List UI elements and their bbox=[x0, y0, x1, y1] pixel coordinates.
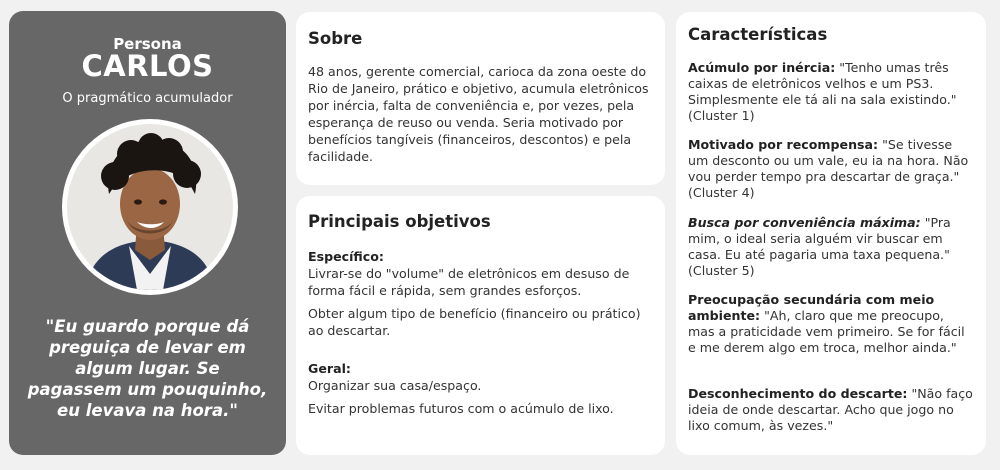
caracteristica-text: "Não faço ideia de onde descartar. Acho que jogo no lixo comum, às vezes." bbox=[688, 386, 973, 433]
caracteristica-label: Acúmulo por inércia: bbox=[688, 60, 836, 75]
caracteristica-text: "Ah, claro que me preocupo, mas a praticidade vem primeiro. Se for fácil e me derem algo em troca, melhor ainda." bbox=[688, 308, 965, 355]
caracteristicas-title: Características bbox=[688, 25, 828, 44]
avatar bbox=[62, 119, 238, 295]
geral-item-2: Evitar problemas futuros com o acúmulo de lixo. bbox=[308, 401, 614, 416]
avatar-photo-icon bbox=[67, 124, 233, 290]
caracteristica-item bbox=[688, 137, 974, 201]
sobre-title: Sobre bbox=[308, 29, 363, 48]
especifico-label: Específico: bbox=[308, 249, 384, 264]
caracteristica-item bbox=[688, 60, 974, 124]
caracteristica-label: Motivado por recompensa: bbox=[688, 137, 879, 152]
caracteristicas-card bbox=[676, 12, 986, 455]
persona-card bbox=[9, 11, 286, 455]
persona-quote: "Eu guardo porque dá preguiça de levar em algum lugar. Se pagassem um pouquinho, eu levava na hora." bbox=[27, 317, 268, 420]
caracteristica-text: "Tenho umas três caixas de eletrônicos velhos e um PS3. Simplesmente ele tá ali na sala existindo." (Cluster 1) bbox=[688, 60, 957, 123]
caracteristica-text: "Pra mim, o ideal seria alguém vir buscar em casa. Eu até pagaria uma taxa pequena." (Cluster 5) bbox=[688, 215, 951, 278]
caracteristica-item bbox=[688, 215, 974, 279]
objetivos-title: Principais objetivos bbox=[308, 212, 491, 231]
caracteristica-item bbox=[688, 386, 974, 434]
caracteristica-item bbox=[688, 292, 974, 356]
objetivos-card bbox=[296, 196, 665, 455]
caracteristica-label: Preocupação secundária com meio ambiente: bbox=[688, 292, 935, 323]
objetivo-especifico-2 bbox=[308, 305, 651, 339]
geral-item-1: Organizar sua casa/espaço. bbox=[308, 378, 482, 393]
objetivo-geral bbox=[308, 360, 651, 394]
especifico-item-1: Livrar-se do "volume" de eletrônicos em desuso de forma fácil e rápida, sem grandes esforços. bbox=[308, 266, 630, 298]
caracteristica-label: Desconhecimento do descarte: bbox=[688, 386, 908, 401]
objetivo-geral-2 bbox=[308, 400, 651, 417]
especifico-item-2: Obter algum tipo de benefício (financeiro ou prático) ao descartar. bbox=[308, 306, 641, 338]
persona-tag: Persona bbox=[113, 35, 182, 53]
persona-name: CARLOS bbox=[81, 49, 214, 83]
caracteristica-label: Busca por conveniência máxima: bbox=[688, 215, 921, 230]
geral-label: Geral: bbox=[308, 361, 351, 376]
caracteristica-text: "Se tivesse um desconto ou um vale, eu ia na hora. Não vou perder tempo pra descartar de graça." (Cluster 4) bbox=[688, 137, 969, 200]
objetivo-especifico bbox=[308, 248, 651, 299]
sobre-text: 48 anos, gerente comercial, carioca da zona oeste do Rio de Janeiro, prático e objetivo, acumula eletrônicos por inércia, falta de conveniência e, por vezes, pela esperança de reuso ou venda. Seria motivado por benefícios tangíveis (financeiros, descontos) e pela facilidade. bbox=[308, 64, 649, 164]
persona-subtitle: O pragmático acumulador bbox=[62, 91, 233, 106]
sobre-card bbox=[296, 12, 665, 185]
